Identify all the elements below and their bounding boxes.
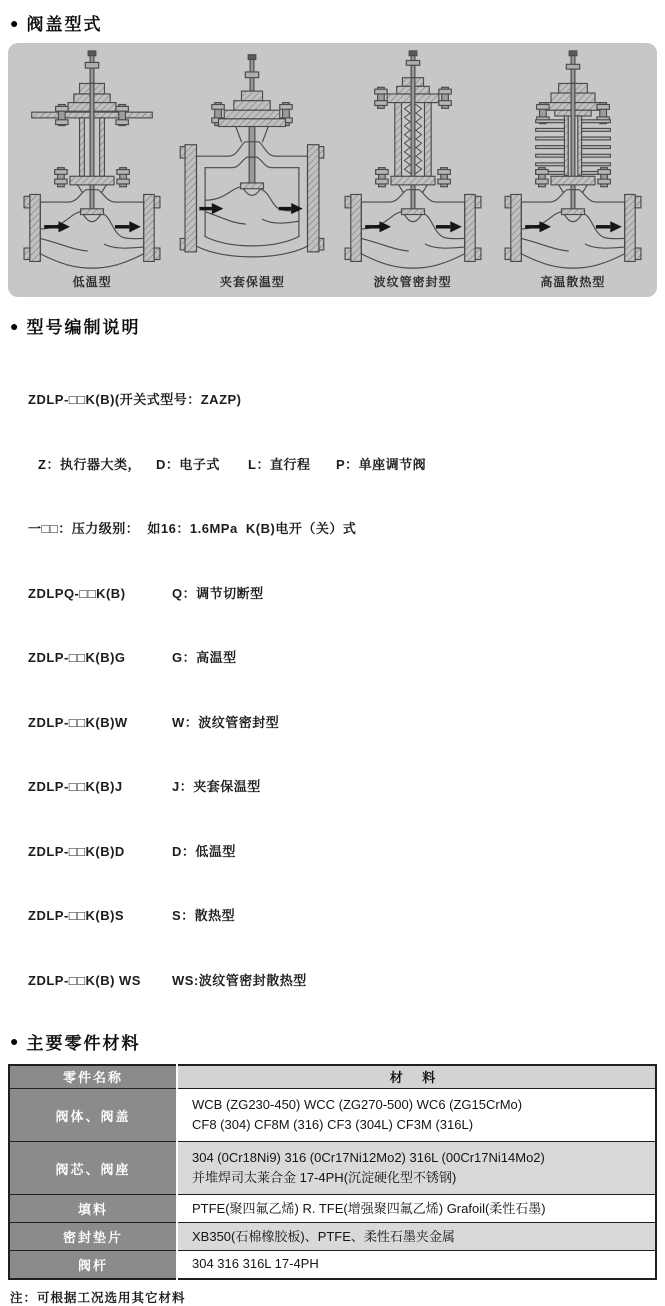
material-value	[177, 1089, 656, 1142]
model-code: ZDLP-□□K(B)J	[28, 779, 123, 794]
column-header-part: 零件名称	[9, 1065, 177, 1089]
model-line-part: L：直行程	[248, 456, 311, 472]
valve-label: 夹套保温型	[219, 275, 285, 289]
valve-fins-diagram	[498, 49, 648, 271]
section-header-bonnet-types	[10, 10, 665, 35]
valve-column-low-temp	[12, 49, 172, 297]
material-value	[177, 1223, 656, 1251]
model-line-part: P：单座调节阀	[336, 456, 427, 472]
model-desc: WS:波纹管密封散热型	[172, 972, 307, 988]
flow-arrow-icon	[525, 221, 622, 232]
model-desc: W：波纹管密封型	[172, 714, 280, 730]
model-code: ZDLPQ-□□K(B)	[28, 585, 126, 601]
material-value	[177, 1142, 656, 1195]
part-name: 密封垫片	[9, 1223, 177, 1251]
materials-table	[8, 1064, 657, 1280]
model-line-pressure: 一□□：压力级别： 如16：1.6MPa K(B)电开（关）式	[28, 521, 357, 536]
model-line-part: Z：执行器大类，	[38, 456, 141, 472]
valve-bellows-diagram	[338, 49, 488, 271]
model-row	[28, 583, 665, 605]
table-header-row	[9, 1065, 656, 1089]
material-line: 304 (0Cr18Ni9) 316 (0Cr17Ni12Mo2) 316L (00Cr17Ni14Mo2)	[192, 1150, 545, 1165]
model-code: ZDLP-□□K(B) WS	[28, 972, 141, 988]
valve-label: 波纹管密封型	[373, 275, 452, 289]
section-header-materials	[10, 1029, 665, 1054]
valve-diagrams-panel	[8, 43, 657, 297]
table-row	[9, 1223, 656, 1251]
model-line-part: D：电子式	[156, 456, 220, 472]
model-code: ZDLP-□□K(B)D	[28, 843, 125, 859]
flow-arrow-icon	[365, 221, 462, 232]
section-title: 主要零件材料	[26, 1033, 141, 1053]
material-line: PTFE(聚四氟乙烯) R. TFE(增强聚四氟乙烯) Grafoil(柔性石墨)	[192, 1200, 546, 1216]
table-row	[9, 1089, 656, 1142]
model-line-base: ZDLP-□□K(B)(开关式型号：ZAZP)	[28, 392, 242, 407]
bullet-icon: ●	[10, 317, 19, 334]
model-line-actuator	[28, 454, 665, 476]
section-title: 阀盖型式	[26, 15, 103, 34]
model-desc: G：高温型	[172, 650, 237, 665]
model-numbering-block	[28, 346, 665, 1013]
table-row	[9, 1142, 656, 1195]
part-name: 阀杆	[9, 1251, 177, 1279]
table-footnote: 注：可根据工况选用其它材料	[10, 1290, 186, 1305]
valve-label: 低温型	[72, 275, 112, 289]
model-row	[28, 712, 665, 734]
material-value	[177, 1195, 656, 1223]
column-header-material: 材 料	[177, 1065, 656, 1089]
model-desc: D：低温型	[172, 843, 236, 859]
model-row	[28, 841, 665, 863]
valve-column-bellows	[333, 49, 493, 297]
model-code: ZDLP-□□K(B)G	[28, 650, 126, 665]
part-name: 填料	[9, 1195, 177, 1223]
model-row	[28, 647, 665, 669]
model-row	[28, 776, 665, 798]
model-code: ZDLP-□□K(B)W	[28, 714, 128, 730]
valve-label: 高温散热型	[540, 275, 606, 289]
section-title: 型号编制说明	[26, 318, 141, 337]
valve-jacket-diagram	[177, 49, 327, 271]
table-row	[9, 1195, 656, 1223]
material-value	[177, 1251, 656, 1279]
table-row	[9, 1251, 656, 1279]
bullet-icon: ●	[10, 1033, 19, 1049]
material-line: 并堆焊司太莱合金 17-4PH(沉淀硬化型不锈钢)	[192, 1170, 457, 1185]
material-line: 304 316 316L 17-4PH	[192, 1256, 319, 1272]
material-line: CF8 (304) CF8M (316) CF3 (304L) CF3M (316L)	[192, 1117, 474, 1132]
flow-arrow-icon	[200, 203, 303, 214]
model-desc: Q：调节切断型	[172, 585, 264, 601]
part-name: 阀体、阀盖	[9, 1089, 177, 1142]
bullet-icon: ●	[10, 14, 19, 31]
model-desc: S：散热型	[172, 908, 236, 923]
model-row	[28, 970, 665, 992]
model-code: ZDLP-□□K(B)S	[28, 908, 125, 923]
model-row	[28, 905, 665, 927]
flow-arrow-icon	[44, 221, 141, 232]
material-line: WCB (ZG230-450) WCC (ZG270-500) WC6 (ZG15CrMo)	[192, 1097, 523, 1112]
section-header-model-numbering	[10, 313, 665, 338]
model-desc: J：夹套保温型	[172, 779, 261, 794]
valve-column-fins	[493, 49, 653, 297]
part-name: 阀芯、阀座	[9, 1142, 177, 1195]
material-line: XB350(石棉橡胶板)、PTFE、柔性石墨夹金属	[192, 1228, 455, 1244]
valve-low-temp-diagram	[17, 49, 167, 271]
valve-column-jacket	[172, 49, 332, 297]
